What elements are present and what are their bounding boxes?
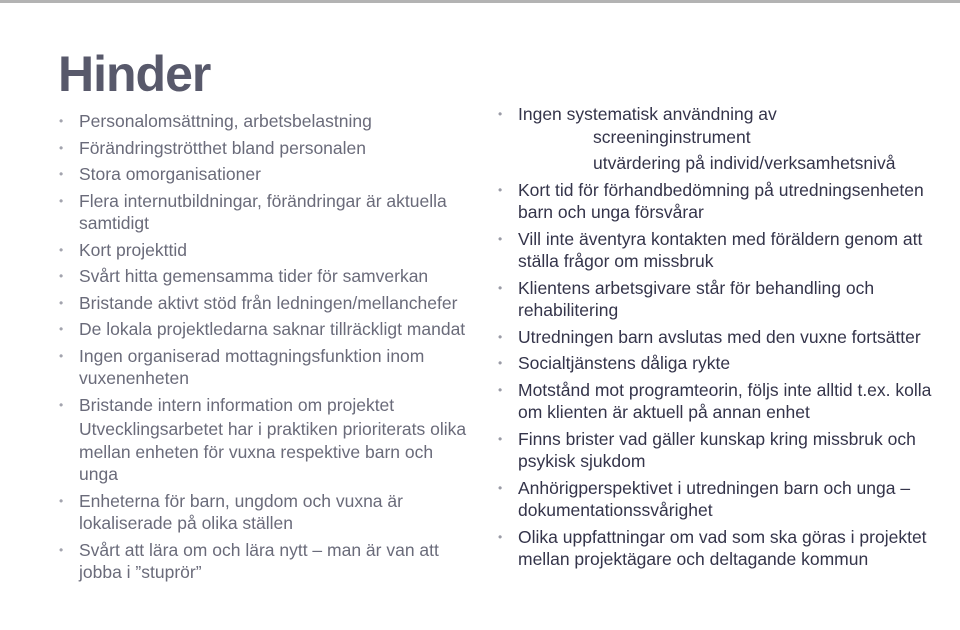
list-item-text: Utvecklingsarbetet har i praktiken prioriterats olika mellan enheten för vuxna respektive barn och unga [79,419,467,484]
list-item [59,110,474,133]
bullet-dot-icon: • [59,322,64,336]
list-item [498,277,938,322]
bullet-dot-icon: • [498,431,503,446]
bullet-dot-icon: • [498,280,503,295]
list-item [59,137,474,160]
list-item-text: Olika uppfattningar om vad som ska göras i projektet mellan projektägare och deltagande kommun [518,526,927,569]
bullet-dot-icon: • [59,397,64,412]
top-rule [0,0,960,3]
list-item-text: Motstånd mot programteorin, följs inte alltid t.ex. kolla om klienten är aktuell på annan enhet [518,379,932,422]
list-item [59,490,474,535]
list-item-text: Svårt att lära om och lära nytt – man är van att jobba i ”stuprör” [79,539,439,582]
bullet-dot-icon: • [498,356,503,370]
bullet-dot-icon: • [498,480,503,495]
bullet-dot-icon: • [498,182,503,197]
list-item [59,345,474,390]
list-item [498,179,938,224]
list-item [498,477,938,522]
bullet-dot-icon: • [59,493,64,508]
list-item [498,379,938,424]
bullet-dot-icon: • [59,114,64,128]
bullet-dot-icon: • [498,329,503,344]
list-item-text: Kort tid för förhandbedömning på utredningsenheten barn och unga försvårar [518,179,924,222]
list-item-text: Socialtjänstens dåliga rykte [518,353,731,373]
list-item [59,292,474,315]
list-item [498,352,938,375]
list-item [498,526,938,571]
list-item [59,418,474,486]
slide-title: Hinder [58,46,211,102]
list-item [59,265,474,288]
list-item [59,190,474,235]
list-item [498,152,938,175]
list-item [498,103,938,126]
list-item-text: Kort projekttid [79,239,187,260]
list-item-text: utvärdering på individ/verksamhetsnivå [593,153,896,173]
bullet-dot-icon: • [59,193,64,208]
list-item-text: Svårt hitta gemensamma tider för samverkan [79,266,429,286]
bullet-dot-icon: • [498,107,503,121]
list-item-text: Bristande aktivt stöd från ledningen/mellanchefer [79,292,458,313]
list-item [59,394,474,417]
bullet-dot-icon: • [59,167,64,181]
list-item [59,539,474,584]
list-item-text: Anhörigperspektivet i utredningen barn och unga – dokumentationssvårighet [518,477,911,520]
list-item-text: Flera internutbildningar, förändringar är aktuella samtidigt [79,190,447,233]
bullet-dot-icon: • [498,529,503,544]
bullet-dot-icon: • [59,140,64,155]
bullet-dot-icon: • [498,231,503,246]
list-item-text: Personalomsättning, arbetsbelastning [79,111,372,131]
list-item-text: Ingen organiserad mottagningsfunktion inom vuxenenheten [79,345,425,388]
bullet-dot-icon: • [59,348,64,363]
left-bullet-list [59,110,474,584]
list-item-text: Förändringströtthet bland personalen [79,137,366,158]
list-item-text: Utredningen barn avslutas med den vuxne fortsätter [518,326,921,347]
list-item-text: Finns brister vad gäller kunskap kring missbruk och psykisk sjukdom [518,428,916,471]
list-item-text: Enheterna för barn, ungdom och vuxna är lokaliserade på olika ställen [79,490,403,533]
list-item-text: Vill inte äventyra kontakten med föräldern genom att ställa frågor om missbruk [518,228,923,271]
list-item-text: Stora omorganisationer [79,164,261,184]
bullet-dot-icon: • [59,269,64,283]
right-bullet-list [498,103,938,571]
bullet-dot-icon: • [59,295,64,310]
list-item [59,318,474,341]
list-item-text: screeninginstrument [593,126,751,147]
list-item [59,163,474,186]
list-item [498,228,938,273]
list-item [498,326,938,349]
bullet-dot-icon: • [498,382,503,397]
list-item-text: Bristande intern information om projektet [79,394,395,415]
list-item-text: De lokala projektledarna saknar tillräckligt mandat [79,319,466,339]
bullet-dot-icon: • [59,242,64,257]
list-item-text: Klientens arbetsgivare står för behandling och rehabilitering [518,277,875,320]
list-item [59,239,474,262]
bullet-dot-icon: • [59,542,64,557]
list-item-text: Ingen systematisk användning av [518,104,777,124]
list-item [498,126,938,149]
list-item [498,428,938,473]
